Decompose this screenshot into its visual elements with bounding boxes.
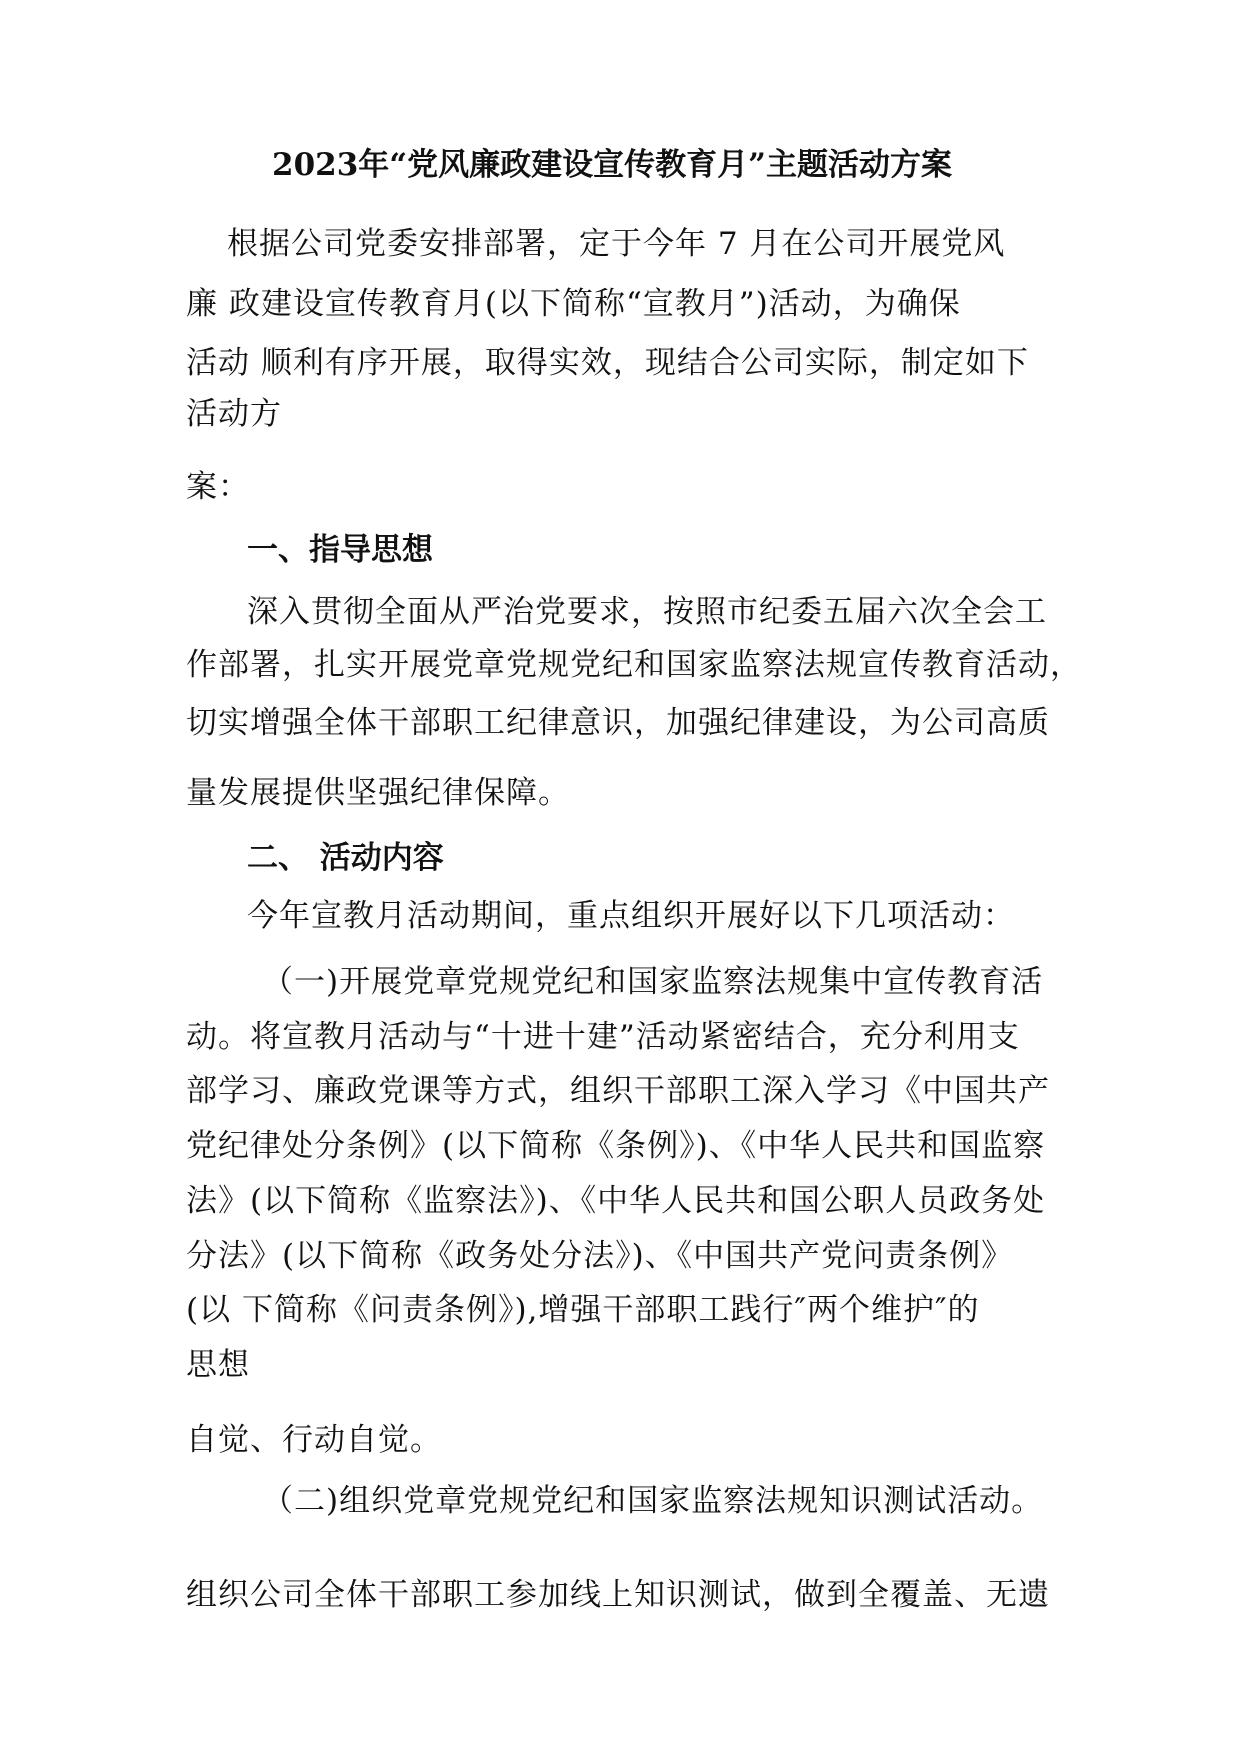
intro-line: 廉 政建设宣传教育月(以下简称“宣教月”)活动，为确保 [186, 286, 961, 322]
intro-line: 案： [186, 469, 250, 505]
body-line: 思想 [186, 1347, 250, 1383]
body-line: 自觉、行动自觉。 [186, 1422, 442, 1458]
body-line: 组织公司全体干部职工参加线上知识测试，做到全覆盖、无遗 [186, 1577, 1050, 1613]
body-line: 切实增强全体干部职工纪律意识，加强纪律建设，为公司高质 [186, 705, 1050, 741]
body-line: 量发展提供坚强纪律保障。 [186, 775, 570, 811]
body-line: 党纪律处分条例》(以下简称《条例》)、《中华人民共和国监察 [186, 1128, 1046, 1164]
intro-line: 活动方 [186, 396, 282, 432]
document-title: 2023年“党风廉政建设宣传教育月”主题活动方案 [272, 147, 952, 183]
body-line: (以 下简称《问责条例》),增强干部职工践行″两个维护″的 [186, 1292, 980, 1328]
body-line: 深入贯彻全面从严治党要求，按照市纪委五届六次全会工 [247, 594, 1047, 630]
section-heading: 一、指导思想 [247, 532, 433, 568]
body-line: 法》(以下简称《监察法》)、《中华人民共和国公职人员政务处 [186, 1183, 1046, 1219]
body-line: 部学习、廉政党课等方式，组织干部职工深入学习《中国共产 [186, 1073, 1050, 1109]
intro-line: 根据公司党委安排部署，定于今年 7 月在公司开展党风 [227, 226, 1006, 262]
body-line: 分法》(以下简称《政务处分法》)、《中国共产党问责条例》 [186, 1238, 1014, 1274]
body-line: 作部署，扎实开展党章党规党纪和国家监察法规宣传教育活动， [186, 647, 1082, 683]
body-line: 今年宣教月活动期间，重点组织开展好以下几项活动： [247, 898, 1015, 934]
intro-line: 活动 顺利有序开展，取得实效，现结合公司实际，制定如下 [186, 345, 1029, 381]
section-heading: 二、 活动内容 [247, 840, 444, 876]
body-line: 动。将宣教月活动与“十进十建”活动紧密结合，充分利用支 [186, 1019, 1020, 1055]
item-heading-line: （一)开展党章党规党纪和国家监察法规集中宣传教育活 [262, 964, 1044, 1000]
item-heading-line: （二)组织党章党规党纪和国家监察法规知识测试活动。 [262, 1483, 1044, 1519]
